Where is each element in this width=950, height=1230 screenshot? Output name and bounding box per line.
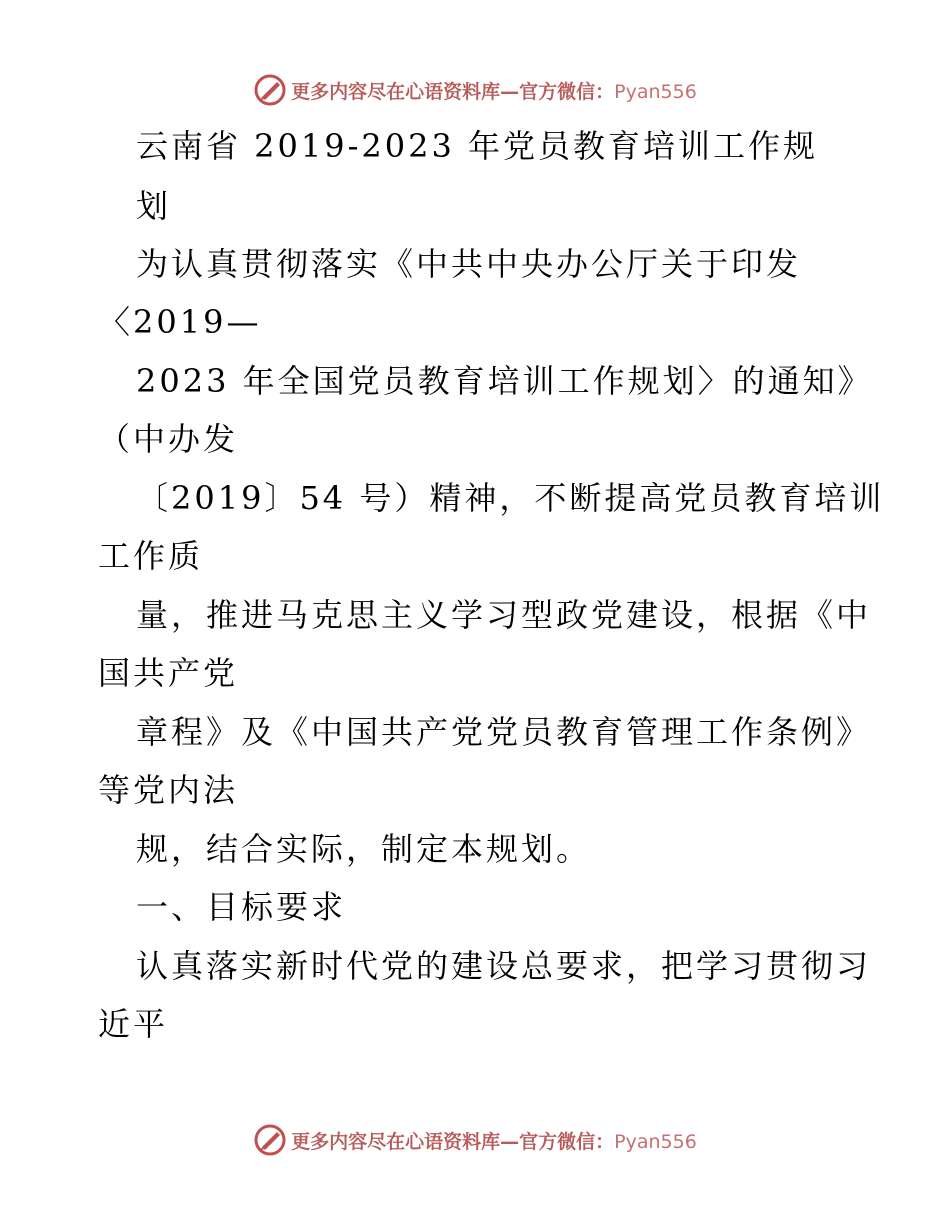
banner-text: 更多内容尽在心语资料库—官方微信：Pyan556	[291, 1130, 697, 1153]
text-line: 为认真贯彻落实《中共中央办公厅关于印发	[136, 245, 802, 283]
text-line: 等党内法	[98, 771, 239, 809]
title-line-1: 云南省 2019-2023 年党员教育培训工作规	[136, 127, 819, 165]
text-line: 量，推进马克思主义学习型政党建设，根据《中	[136, 596, 872, 634]
text-line: 国共产党	[98, 654, 239, 692]
text-line: （中办发	[98, 420, 239, 458]
header-banner	[0, 70, 950, 110]
title-line-2: 划	[136, 187, 172, 225]
text-line: 〈2019—	[98, 303, 262, 341]
pen-logo-icon	[253, 73, 287, 107]
text-line: 章程》及《中国共产党党员教育管理工作条例》	[136, 713, 872, 751]
banner-text: 更多内容尽在心语资料库—官方微信：Pyan556	[291, 80, 697, 103]
footer-banner	[0, 1120, 950, 1160]
text-line: 认真落实新时代党的建设总要求，把学习贯彻习	[136, 947, 872, 985]
text-line: 工作质	[98, 537, 204, 575]
pen-logo-icon	[253, 1123, 287, 1157]
section-heading: 一、目标要求	[136, 888, 347, 926]
text-line: 〔2019〕54 号）精神，不断提高党员教育培训	[136, 479, 885, 517]
text-line: 近平	[98, 1005, 169, 1043]
text-line: 2023 年全国党员教育培训工作规划〉的通知》	[136, 362, 873, 400]
text-line: 规，结合实际，制定本规划。	[136, 830, 592, 868]
